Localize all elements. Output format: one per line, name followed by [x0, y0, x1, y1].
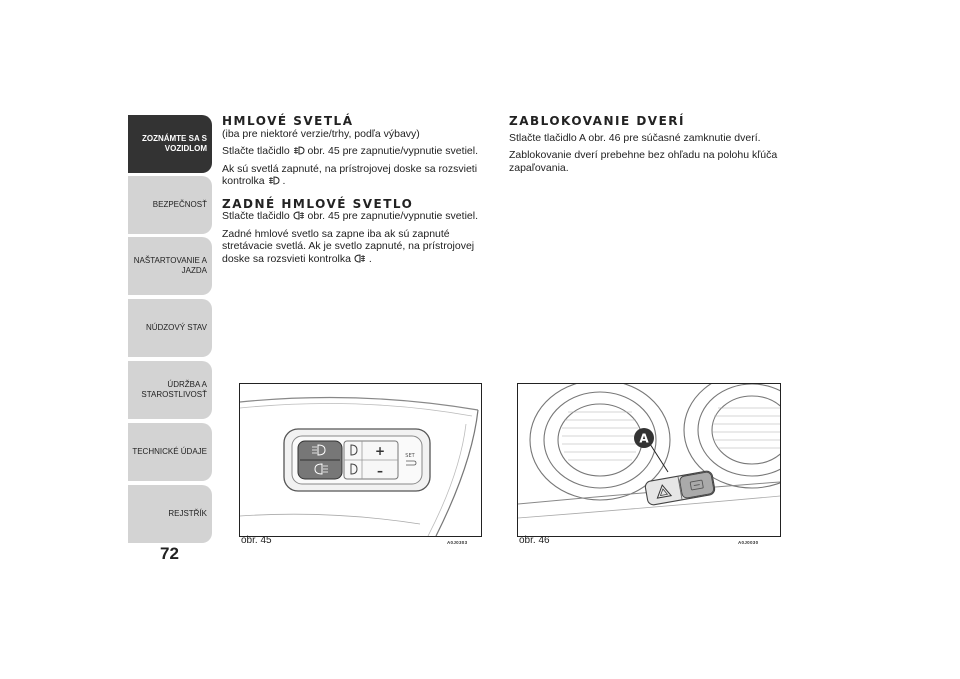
set-label: SET — [405, 453, 415, 459]
rear-fog-light-icon — [293, 211, 305, 220]
svg-text:–: – — [377, 464, 383, 478]
tab-bezpecnost[interactable]: BEZPEČNOSŤ — [128, 176, 212, 234]
page-number: 72 — [160, 544, 179, 563]
front-fog-light-icon — [268, 176, 280, 185]
tab-technicke-udaje[interactable]: TECHNICKÉ ÚDAJE — [128, 423, 212, 481]
figure-46 — [517, 383, 781, 537]
tab-zoznamte-sa-s-vozidlom[interactable]: ZOZNÁMTE SA S VOZIDLOM — [128, 115, 212, 173]
rear-fog-light-heading: ZADNÉ HMLOVÉ SVETLO — [222, 196, 414, 211]
svg-text:+: + — [374, 444, 386, 458]
door-lock-paragraph-2: Zablokovanie dverí prebehne bez ohľadu na polohu kľúča zapaľovania. — [509, 149, 778, 174]
light-switch-panel-illustration — [240, 384, 481, 536]
figure-46-code: A0J0030 — [738, 540, 759, 545]
figure-45-code: A0J0303 — [447, 540, 468, 545]
door-lock-paragraph-1: Stlačte tlačidlo A obr. 46 pre súčasné zamknutie dverí. — [509, 131, 761, 144]
tab-udrzba-a-starostlivost[interactable]: ÚDRŽBA A STAROSTLIVOSŤ — [128, 361, 212, 419]
figure-45-caption: obr. 45 — [241, 535, 272, 546]
fog-lights-paragraph-1: Stlačte tlačidlo obr. 45 pre zapnutie/vypnutie svetiel. — [222, 145, 478, 157]
right-column — [509, 115, 781, 179]
tab-nastartovanie-a-jazda[interactable]: NAŠTARTOVANIE A JAZDA — [128, 237, 212, 295]
rear-fog-light-icon — [354, 254, 366, 263]
fog-lights-paragraph-2: Ak sú svetlá zapnuté, na prístrojovej doske sa rozsvieti kontrolka . — [222, 162, 478, 187]
figure-46-caption: obr. 46 — [519, 535, 550, 546]
front-fog-light-icon — [293, 146, 305, 155]
left-column — [222, 115, 494, 270]
rear-fog-paragraph-1: Stlačte tlačidlo obr. 45 pre zapnutie/vypnutie svetiel. — [222, 210, 478, 222]
tab-rejstrik[interactable]: REJSTŘÍK — [128, 485, 212, 543]
door-lock-heading: ZABLOKOVANIE DVERÍ — [509, 114, 685, 128]
tab-nudzovy-stav[interactable]: NÚDZOVÝ STAV — [128, 299, 212, 357]
fog-lights-heading: HMLOVÉ SVETLÁ — [222, 114, 354, 128]
rear-fog-paragraph-2: Zadné hmlové svetlo sa zapne iba ak sú zapnuté stretávacie svetlá. Ak je svetlo zapnuté, na prístrojovej doske sa rozsvieti kontrolka . — [222, 227, 475, 265]
door-lock-button-illustration — [518, 384, 780, 536]
fog-lights-subtitle: (iba pre niektoré verzie/trhy, podľa výbavy) — [222, 127, 420, 140]
callout-a-label: A — [639, 431, 649, 446]
figure-45 — [239, 383, 482, 537]
